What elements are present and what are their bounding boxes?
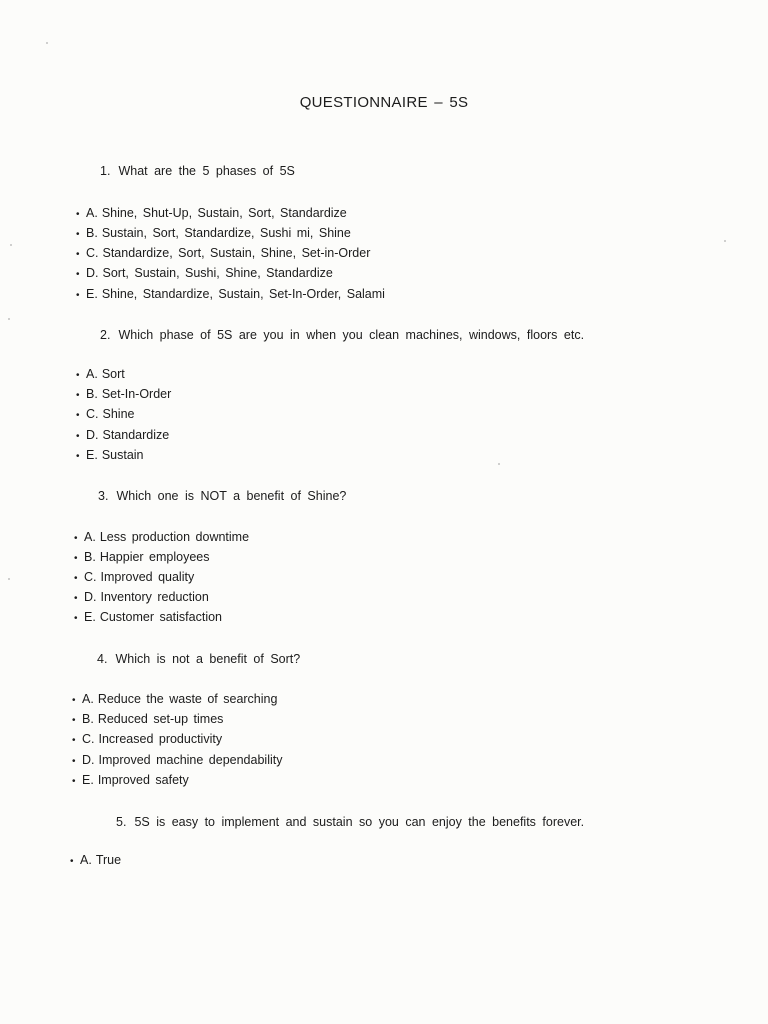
bullet-icon: • — [76, 410, 80, 421]
option-item — [76, 206, 347, 220]
bullet-icon: • — [76, 451, 80, 462]
question-number: 4. — [97, 652, 108, 666]
option-letter: E. — [86, 287, 98, 301]
option-letter: A. — [86, 206, 98, 220]
option-item — [76, 367, 125, 381]
option-letter: B. — [84, 550, 96, 564]
bullet-icon: • — [74, 533, 78, 544]
option-letter: E. — [86, 448, 98, 462]
option-text: Shine, Shut-Up, Sustain, Sort, Standardize — [101, 206, 347, 220]
scan-speck — [10, 244, 12, 246]
option-letter: C. — [82, 732, 95, 746]
bullet-icon: • — [72, 695, 76, 706]
option-text: Reduced set-up times — [97, 712, 224, 726]
option-letter: B. — [86, 226, 98, 240]
bullet-icon: • — [76, 290, 80, 301]
option-text: Less production downtime — [99, 530, 250, 544]
bullet-icon: • — [76, 370, 80, 381]
option-text: Set-In-Order — [101, 387, 172, 401]
bullet-icon: • — [76, 209, 80, 220]
option-letter: E. — [82, 773, 94, 787]
bullet-icon: • — [76, 229, 80, 240]
scan-speck — [46, 42, 48, 44]
option-letter: A. — [82, 692, 94, 706]
option-item — [72, 732, 222, 746]
question-text: What are the 5 phases of 5S — [118, 164, 295, 178]
option-letter: E. — [84, 610, 96, 624]
question-number: 1. — [100, 164, 111, 178]
option-text: Standardize, Sort, Sustain, Shine, Set-in-Order — [102, 246, 371, 260]
page-title: QUESTIONNAIRE – 5S — [299, 94, 469, 111]
option-item — [74, 550, 210, 564]
option-text: Sustain — [101, 448, 144, 462]
option-item — [76, 448, 144, 462]
option-letter: D. — [86, 266, 99, 280]
option-item — [72, 712, 223, 726]
question-text: 5S is easy to implement and sustain so you can enjoy the benefits forever. — [134, 815, 585, 829]
option-letter: C. — [86, 407, 99, 421]
option-item — [76, 387, 171, 401]
option-text: Inventory reduction — [100, 590, 209, 604]
bullet-icon: • — [72, 715, 76, 726]
question-text: Which one is NOT a benefit of Shine? — [116, 489, 347, 503]
question-number: 3. — [98, 489, 109, 503]
option-item — [72, 773, 189, 787]
option-item — [74, 530, 249, 544]
option-text: Sustain, Sort, Standardize, Sushi mi, Shine — [101, 226, 351, 240]
option-letter: B. — [86, 387, 98, 401]
option-text: Shine, Standardize, Sustain, Set-In-Order, Salami — [101, 287, 385, 301]
option-item — [76, 407, 134, 421]
option-item — [70, 853, 121, 867]
bullet-icon: • — [72, 756, 76, 767]
option-text: Happier employees — [99, 550, 210, 564]
question-number: 5. — [116, 815, 127, 829]
option-item — [74, 590, 209, 604]
bullet-icon: • — [76, 431, 80, 442]
option-letter: C. — [84, 570, 97, 584]
option-letter: B. — [82, 712, 94, 726]
option-text: Increased productivity — [98, 732, 223, 746]
option-text: Standardize — [102, 428, 170, 442]
bullet-icon: • — [74, 553, 78, 564]
bullet-icon: • — [72, 735, 76, 746]
question-text: Which phase of 5S are you in when you clean machines, windows, floors etc. — [118, 328, 585, 342]
question-5 — [116, 815, 584, 829]
option-letter: A. — [80, 853, 92, 867]
option-text: True — [95, 853, 122, 867]
question-3 — [98, 489, 346, 503]
option-letter: D. — [82, 753, 95, 767]
bullet-icon: • — [76, 249, 80, 260]
option-text: Sort, Sustain, Sushi, Shine, Standardize — [102, 266, 333, 280]
question-2 — [100, 328, 584, 342]
option-text: Shine — [102, 407, 135, 421]
option-text: Customer satisfaction — [99, 610, 222, 624]
option-item — [76, 266, 333, 280]
bullet-icon: • — [74, 613, 78, 624]
option-letter: D. — [84, 590, 97, 604]
option-text: Improved machine dependability — [98, 753, 283, 767]
scan-speck — [724, 240, 726, 242]
bullet-icon: • — [76, 269, 80, 280]
option-letter: D. — [86, 428, 99, 442]
option-item — [72, 692, 277, 706]
question-text: Which is not a benefit of Sort? — [115, 652, 301, 666]
bullet-icon: • — [76, 390, 80, 401]
bullet-icon: • — [74, 593, 78, 604]
scan-speck — [8, 318, 10, 320]
option-text: Improved safety — [97, 773, 189, 787]
scan-speck — [8, 578, 10, 580]
option-letter: A. — [84, 530, 96, 544]
option-item — [76, 246, 370, 260]
option-letter: C. — [86, 246, 99, 260]
bullet-icon: • — [72, 776, 76, 787]
option-item — [76, 428, 169, 442]
bullet-icon: • — [74, 573, 78, 584]
option-item — [76, 287, 385, 301]
scan-speck — [498, 463, 500, 465]
option-item — [74, 570, 194, 584]
option-item — [76, 226, 351, 240]
option-text: Sort — [101, 367, 125, 381]
question-number: 2. — [100, 328, 111, 342]
option-item — [74, 610, 222, 624]
option-item — [72, 753, 282, 767]
question-1 — [100, 164, 295, 178]
option-text: Reduce the waste of searching — [97, 692, 278, 706]
bullet-icon: • — [70, 856, 74, 867]
option-text: Improved quality — [100, 570, 195, 584]
question-4 — [97, 652, 300, 666]
option-letter: A. — [86, 367, 98, 381]
